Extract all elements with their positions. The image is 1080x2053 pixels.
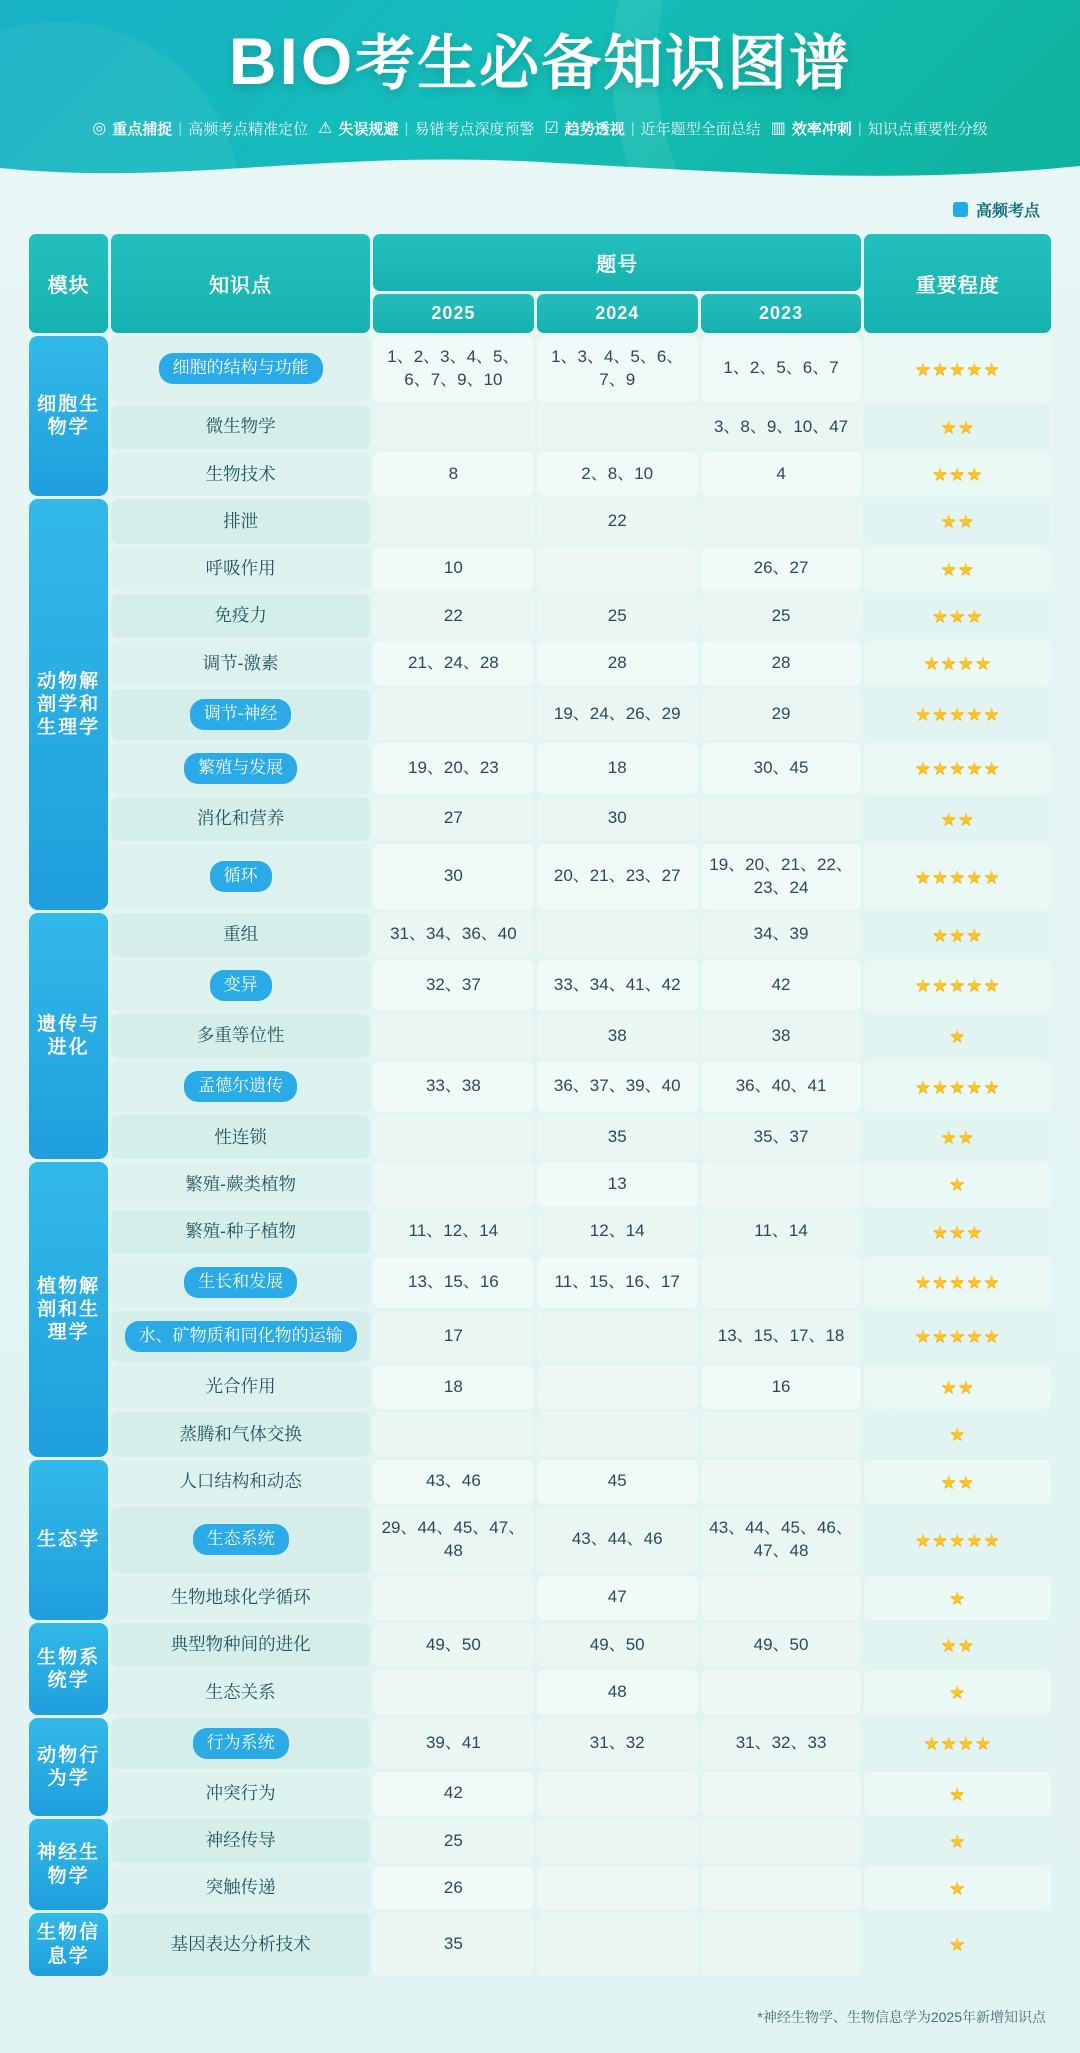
table-row <box>29 689 1051 740</box>
feature-bold-3: 效率冲刺 <box>791 121 852 138</box>
knowledge-point: 免疫力 <box>111 594 370 638</box>
table-row <box>29 1772 1051 1816</box>
table-row <box>29 797 1051 841</box>
question-numbers-2024 <box>537 1866 698 1910</box>
importance-stars: ★ <box>864 1866 1051 1910</box>
page-title <box>0 0 1080 102</box>
importance-stars: ★ <box>864 1913 1051 1975</box>
wave-divider <box>0 150 1080 182</box>
question-numbers-2025: 33、38 <box>373 1061 534 1112</box>
table-row <box>29 336 1051 402</box>
question-numbers-2023 <box>701 797 862 841</box>
question-numbers-2025 <box>373 689 534 740</box>
question-numbers-2025: 25 <box>373 1819 534 1863</box>
hot-badge: 循环 <box>210 861 272 892</box>
table-row <box>29 1365 1051 1409</box>
table-row <box>29 1623 1051 1667</box>
importance-stars: ★★★★ <box>864 641 1051 685</box>
feature-bold-2: 趋势透视 <box>564 121 625 138</box>
table-row <box>29 1014 1051 1058</box>
knowledge-point: 突触传递 <box>111 1866 370 1910</box>
table-row <box>29 641 1051 685</box>
question-numbers-2025: 21、24、28 <box>373 641 534 685</box>
question-numbers-2024: 12、14 <box>537 1210 698 1254</box>
question-numbers-2024: 19、24、26、29 <box>537 689 698 740</box>
importance-stars: ★ <box>864 1412 1051 1456</box>
question-numbers-2025: 19、20、23 <box>373 743 534 794</box>
feature-item-3 <box>771 118 988 139</box>
table-row <box>29 1412 1051 1456</box>
module-cell: 神经生物学 <box>29 1819 108 1911</box>
question-numbers-2025: 18 <box>373 1365 534 1409</box>
question-numbers-2023: 13、15、17、18 <box>701 1311 862 1362</box>
question-numbers-2023: 42 <box>701 960 862 1011</box>
question-numbers-2025: 30 <box>373 844 534 910</box>
hot-badge: 调节-神经 <box>190 699 292 730</box>
feature-bold-1: 失误规避 <box>338 121 399 138</box>
question-numbers-2023 <box>701 1819 862 1863</box>
question-numbers-2023 <box>701 1576 862 1620</box>
question-numbers-2023: 35、37 <box>701 1115 862 1159</box>
header-importance: 重要程度 <box>864 234 1051 333</box>
feature-sep-0: | <box>178 120 183 137</box>
knowledge-point-hot <box>111 689 370 740</box>
hot-badge: 细胞的结构与功能 <box>159 353 323 384</box>
question-numbers-2023: 36、40、41 <box>701 1061 862 1112</box>
question-numbers-2023: 30、45 <box>701 743 862 794</box>
question-numbers-2024 <box>537 405 698 449</box>
feature-item-1 <box>318 118 534 139</box>
knowledge-point: 性连锁 <box>111 1115 370 1159</box>
target-icon: ◎ <box>92 119 107 137</box>
feature-sep-2: | <box>630 120 635 137</box>
question-numbers-2024: 35 <box>537 1115 698 1159</box>
question-numbers-2024: 36、37、39、40 <box>537 1061 698 1112</box>
importance-stars: ★★ <box>864 797 1051 841</box>
table-row <box>29 844 1051 910</box>
question-numbers-2023 <box>701 1257 862 1308</box>
table-row <box>29 1061 1051 1112</box>
question-numbers-2024: 48 <box>537 1670 698 1714</box>
table-row <box>29 1507 1051 1573</box>
table-row <box>29 594 1051 638</box>
table-body <box>29 336 1051 1976</box>
question-numbers-2025 <box>373 499 534 543</box>
chart-icon: ▥ <box>770 119 786 137</box>
table-row <box>29 1460 1051 1504</box>
question-numbers-2024: 28 <box>537 641 698 685</box>
importance-stars: ★★★ <box>864 594 1051 638</box>
question-numbers-2024: 18 <box>537 743 698 794</box>
question-numbers-2024: 11、15、16、17 <box>537 1257 698 1308</box>
question-numbers-2024: 13 <box>537 1162 698 1206</box>
question-numbers-2025 <box>373 1115 534 1159</box>
importance-stars: ★★★★★ <box>864 336 1051 402</box>
header-module: 模块 <box>29 234 108 333</box>
question-numbers-2023: 4 <box>701 452 862 496</box>
question-numbers-2023 <box>701 1460 862 1504</box>
question-numbers-2024: 30 <box>537 797 698 841</box>
knowledge-point: 典型物种间的进化 <box>111 1623 370 1667</box>
feature-sep-3: | <box>857 120 862 137</box>
question-numbers-2023: 16 <box>701 1365 862 1409</box>
feature-item-0 <box>92 118 308 139</box>
table-head <box>29 234 1051 333</box>
knowledge-point-hot <box>111 1507 370 1573</box>
question-numbers-2024: 43、44、46 <box>537 1507 698 1573</box>
importance-stars: ★★★★★ <box>864 1507 1051 1573</box>
question-numbers-2024: 20、21、23、27 <box>537 844 698 910</box>
warning-icon: ⚠ <box>318 119 333 137</box>
table-row <box>29 405 1051 449</box>
knowledge-point: 繁殖-种子植物 <box>111 1210 370 1254</box>
question-numbers-2024 <box>537 913 698 957</box>
question-numbers-2025: 1、2、3、4、5、6、7、9、10 <box>373 336 534 402</box>
importance-stars: ★★ <box>864 499 1051 543</box>
question-numbers-2025: 49、50 <box>373 1623 534 1667</box>
importance-stars: ★★★★★ <box>864 1257 1051 1308</box>
knowledge-point: 冲突行为 <box>111 1772 370 1816</box>
question-numbers-2023 <box>701 1772 862 1816</box>
hot-badge: 水、矿物质和同化物的运输 <box>125 1321 357 1352</box>
knowledge-point-hot <box>111 1257 370 1308</box>
question-numbers-2023 <box>701 499 862 543</box>
question-numbers-2025 <box>373 1670 534 1714</box>
question-numbers-2025: 27 <box>373 797 534 841</box>
module-cell: 生物系统学 <box>29 1623 108 1715</box>
question-numbers-2025: 42 <box>373 1772 534 1816</box>
header-knowledge: 知识点 <box>111 234 370 333</box>
importance-stars: ★★ <box>864 1623 1051 1667</box>
footnote: *神经生物学、生物信息学为2025年新增知识点 <box>757 2008 1046 2025</box>
table-row <box>29 1115 1051 1159</box>
question-numbers-2023: 49、50 <box>701 1623 862 1667</box>
question-numbers-2024: 25 <box>537 594 698 638</box>
question-numbers-2023: 3、8、9、10、47 <box>701 405 862 449</box>
question-numbers-2023: 43、44、45、46、47、48 <box>701 1507 862 1573</box>
feature-bold-0: 重点捕捉 <box>112 121 173 138</box>
knowledge-point-hot <box>111 960 370 1011</box>
table-row <box>29 1718 1051 1769</box>
question-numbers-2025 <box>373 405 534 449</box>
header-year-2023: 2023 <box>701 294 862 333</box>
importance-stars: ★★★★★ <box>864 689 1051 740</box>
table-row <box>29 1819 1051 1863</box>
importance-stars: ★★ <box>864 1460 1051 1504</box>
importance-stars: ★★ <box>864 405 1051 449</box>
question-numbers-2024: 22 <box>537 499 698 543</box>
module-cell: 生物信息学 <box>29 1913 108 1975</box>
table-row <box>29 1576 1051 1620</box>
question-numbers-2023 <box>701 1412 862 1456</box>
question-numbers-2025 <box>373 1162 534 1206</box>
knowledge-point: 光合作用 <box>111 1365 370 1409</box>
question-numbers-2025: 26 <box>373 1866 534 1910</box>
table-row <box>29 1670 1051 1714</box>
importance-stars: ★★★★ <box>864 1718 1051 1769</box>
table-row <box>29 1210 1051 1254</box>
question-numbers-2023 <box>701 1162 862 1206</box>
question-numbers-2025: 22 <box>373 594 534 638</box>
module-cell: 细胞生物学 <box>29 336 108 496</box>
knowledge-point-hot <box>111 844 370 910</box>
question-numbers-2023 <box>701 1670 862 1714</box>
question-numbers-2025: 32、37 <box>373 960 534 1011</box>
module-cell: 遗传与进化 <box>29 913 108 1160</box>
knowledge-point: 基因表达分析技术 <box>111 1913 370 1975</box>
hot-badge: 生长和发展 <box>184 1267 297 1298</box>
question-numbers-2025: 31、34、36、40 <box>373 913 534 957</box>
question-numbers-2023: 38 <box>701 1014 862 1058</box>
question-numbers-2024 <box>537 1412 698 1456</box>
knowledge-point-hot <box>111 336 370 402</box>
question-numbers-2023: 34、39 <box>701 913 862 957</box>
feature-sep-1: | <box>404 120 409 137</box>
question-numbers-2023: 28 <box>701 641 862 685</box>
knowledge-point: 生物地球化学循环 <box>111 1576 370 1620</box>
knowledge-point-hot <box>111 1718 370 1769</box>
legend-swatch-icon <box>953 202 968 217</box>
knowledge-point: 人口结构和动态 <box>111 1460 370 1504</box>
table-row <box>29 547 1051 591</box>
legend <box>0 182 1080 231</box>
question-numbers-2023 <box>701 1913 862 1975</box>
question-numbers-2025 <box>373 1014 534 1058</box>
question-numbers-2024 <box>537 1913 698 1975</box>
trend-icon: ☑ <box>544 119 559 137</box>
question-numbers-2023 <box>701 1866 862 1910</box>
feature-text-3: 知识点重要性分级 <box>867 121 988 138</box>
importance-stars: ★ <box>864 1670 1051 1714</box>
question-numbers-2023: 25 <box>701 594 862 638</box>
header-year-2024: 2024 <box>537 294 698 333</box>
knowledge-point-hot <box>111 743 370 794</box>
knowledge-point: 呼吸作用 <box>111 547 370 591</box>
question-numbers-2025: 11、12、14 <box>373 1210 534 1254</box>
poster-header <box>0 0 1080 182</box>
knowledge-point: 消化和营养 <box>111 797 370 841</box>
knowledge-point: 蒸腾和气体交换 <box>111 1412 370 1456</box>
table-row <box>29 960 1051 1011</box>
question-numbers-2025 <box>373 1576 534 1620</box>
knowledge-table <box>26 231 1054 1979</box>
question-numbers-2024 <box>537 547 698 591</box>
knowledge-point-hot <box>111 1061 370 1112</box>
knowledge-point: 调节-激素 <box>111 641 370 685</box>
feature-text-1: 易错考点深度预警 <box>414 121 535 138</box>
importance-stars: ★ <box>864 1819 1051 1863</box>
legend-label: 高频考点 <box>975 203 1040 220</box>
question-numbers-2023: 11、14 <box>701 1210 862 1254</box>
table-row <box>29 1162 1051 1206</box>
question-numbers-2023: 19、20、21、22、23、24 <box>701 844 862 910</box>
header-year-2025: 2025 <box>373 294 534 333</box>
table-row <box>29 1913 1051 1975</box>
table-container <box>0 231 1080 2005</box>
question-numbers-2024: 45 <box>537 1460 698 1504</box>
question-numbers-2023: 26、27 <box>701 547 862 591</box>
table-row <box>29 743 1051 794</box>
importance-stars: ★★★ <box>864 1210 1051 1254</box>
importance-stars: ★★★★★ <box>864 1061 1051 1112</box>
hot-badge: 生态系统 <box>193 1524 289 1555</box>
knowledge-point: 多重等位性 <box>111 1014 370 1058</box>
hot-badge: 变异 <box>210 970 272 1001</box>
importance-stars: ★★★ <box>864 913 1051 957</box>
knowledge-point: 微生物学 <box>111 405 370 449</box>
feature-text-2: 近年题型全面总结 <box>640 121 761 138</box>
importance-stars: ★ <box>864 1576 1051 1620</box>
question-numbers-2024: 47 <box>537 1576 698 1620</box>
importance-stars: ★★ <box>864 1365 1051 1409</box>
question-numbers-2024: 1、3、4、5、6、7、9 <box>537 336 698 402</box>
table-row <box>29 913 1051 957</box>
question-numbers-2024 <box>537 1365 698 1409</box>
knowledge-point: 生态关系 <box>111 1670 370 1714</box>
module-cell: 生态学 <box>29 1460 108 1620</box>
importance-stars: ★★★★★ <box>864 743 1051 794</box>
module-cell: 动物解剖学和生理学 <box>29 499 108 909</box>
knowledge-point: 排泄 <box>111 499 370 543</box>
question-numbers-2023: 1、2、5、6、7 <box>701 336 862 402</box>
feature-text-0: 高频考点精准定位 <box>188 121 309 138</box>
table-row <box>29 452 1051 496</box>
question-numbers-2023: 29 <box>701 689 862 740</box>
importance-stars: ★★★★★ <box>864 844 1051 910</box>
table-row <box>29 1311 1051 1362</box>
question-numbers-2025: 8 <box>373 452 534 496</box>
question-numbers-2025: 13、15、16 <box>373 1257 534 1308</box>
question-numbers-2024 <box>537 1772 698 1816</box>
importance-stars: ★ <box>864 1772 1051 1816</box>
question-numbers-2025: 35 <box>373 1913 534 1975</box>
feature-bar <box>0 118 1080 139</box>
knowledge-point: 神经传导 <box>111 1819 370 1863</box>
feature-item-2 <box>544 118 760 139</box>
question-numbers-2024 <box>537 1311 698 1362</box>
question-numbers-2024: 38 <box>537 1014 698 1058</box>
question-numbers-2025: 29、44、45、47、48 <box>373 1507 534 1573</box>
importance-stars: ★★ <box>864 547 1051 591</box>
question-numbers-2025: 10 <box>373 547 534 591</box>
question-numbers-2025 <box>373 1412 534 1456</box>
question-numbers-2025: 39、41 <box>373 1718 534 1769</box>
question-numbers-2023: 31、32、33 <box>701 1718 862 1769</box>
importance-stars: ★ <box>864 1014 1051 1058</box>
question-numbers-2024: 2、8、10 <box>537 452 698 496</box>
knowledge-point: 重组 <box>111 913 370 957</box>
importance-stars: ★ <box>864 1162 1051 1206</box>
header-question-no: 题号 <box>373 234 862 291</box>
importance-stars: ★★ <box>864 1115 1051 1159</box>
knowledge-point: 繁殖-蕨类植物 <box>111 1162 370 1206</box>
question-numbers-2024: 33、34、41、42 <box>537 960 698 1011</box>
question-numbers-2024: 49、50 <box>537 1623 698 1667</box>
table-row <box>29 499 1051 543</box>
knowledge-point: 生物技术 <box>111 452 370 496</box>
table-row <box>29 1257 1051 1308</box>
importance-stars: ★★★★★ <box>864 960 1051 1011</box>
question-numbers-2024: 31、32 <box>537 1718 698 1769</box>
question-numbers-2024 <box>537 1819 698 1863</box>
table-row <box>29 1866 1051 1910</box>
question-numbers-2025: 17 <box>373 1311 534 1362</box>
title-rest: 考生必备知识图谱 <box>355 30 852 97</box>
table-header-row-1 <box>29 234 1051 291</box>
knowledge-point-hot <box>111 1311 370 1362</box>
hot-badge: 繁殖与发展 <box>184 753 297 784</box>
module-cell: 植物解剖和生理学 <box>29 1162 108 1456</box>
importance-stars: ★★★★★ <box>864 1311 1051 1362</box>
question-numbers-2025: 43、46 <box>373 1460 534 1504</box>
module-cell: 动物行为学 <box>29 1718 108 1816</box>
hot-badge: 孟德尔遗传 <box>184 1071 297 1102</box>
importance-stars: ★★★ <box>864 452 1051 496</box>
hot-badge: 行为系统 <box>193 1728 289 1759</box>
title-bio: BIO <box>228 24 356 98</box>
